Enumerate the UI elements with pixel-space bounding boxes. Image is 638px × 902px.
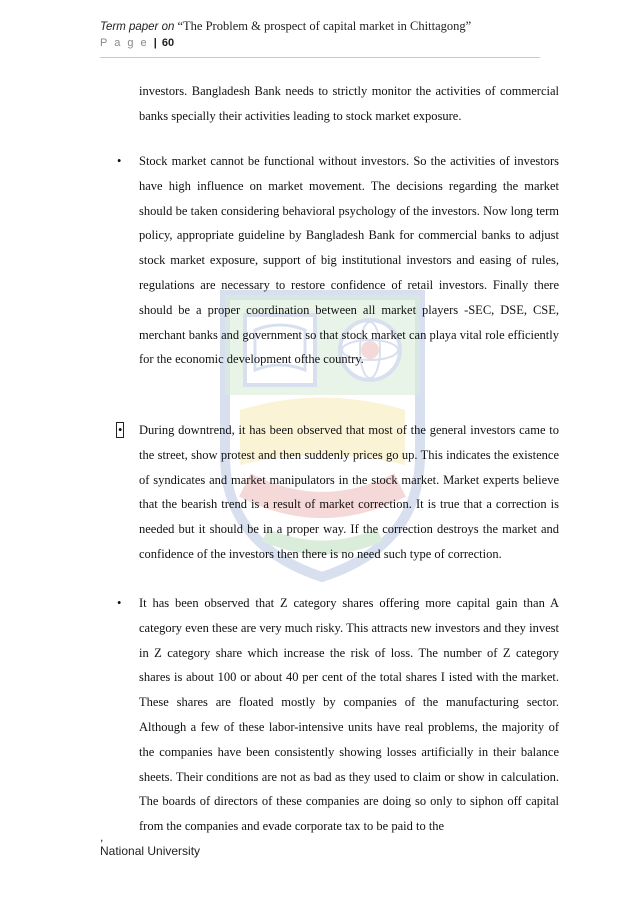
page-number: 60	[161, 37, 175, 49]
document-title	[100, 18, 540, 35]
bullet-paragraph: Stock market cannot be functional without investors. So the activities of investors have high influence on market movement. The decisions regarding the market should be taken considering behavioral psychology of the investors. Now long term policy, appropriate guideline by Bangladesh Bank for commercial banks to adjust stock market exposure, support of big institutional investors and easing of rules, regulations are necessary to restore confidence of retail investors. Finally there should be a proper coordination between all market players -SEC, DSE, CSE, merchant banks and government so that stock market can playa vital role efficiently for the economic development ofthe country.	[139, 154, 559, 367]
continuation-paragraph: investors. Bangladesh Bank needs to strictly monitor the activities of commercial banks specially their activities leading to stock market exposure.	[139, 84, 559, 123]
page-separator: |	[153, 37, 157, 49]
page-indicator	[100, 35, 540, 51]
bullet-marker: •	[117, 154, 122, 168]
bullet-marker-boxed: •	[118, 423, 123, 437]
institution-name: National University	[100, 844, 201, 858]
page-footer	[100, 830, 200, 858]
bullet-paragraph: During downtrend, it has been observed that most of the general investors came to the street, show protest and then suddenly prices go up. This indicates the existence of syndicates and market manipulators in the stock market. Market experts believe that the bearish trend is a result of market correction. It is true that a correction is needed but it should be in a proper way. If the correction destroys the market and confidence of the investors then there is no need such type of correction.	[139, 423, 559, 561]
title-main: “The Problem & prospect of capital market in Chittagong”	[177, 19, 472, 33]
page-label: P a g e	[100, 37, 149, 49]
page-header	[100, 18, 540, 58]
footer-mark: ,	[100, 830, 104, 844]
title-prefix: Term paper on	[100, 21, 175, 33]
bullet-paragraph: It has been observed that Z category shares offering more capital gain than A category even these are very much risky. This attracts new investors and they invest in Z category share which increase the risk of loss. The number of Z category shares is about 100 or about 40 per cent of the total shares I isted with the market. These shares are floated mostly by companies of the manufacturing sector. Although a few of these labor-intensive units have real problems, the majority of the companies have been consistently showing losses artificially in their balance sheets. Their conditions are not as bad as they used to claim or show in calculation. The boards of directors of these companies are doing so only to siphon off capital from the companies and evade corporate tax to be paid to the	[139, 596, 559, 834]
bullet-marker: •	[117, 596, 122, 610]
